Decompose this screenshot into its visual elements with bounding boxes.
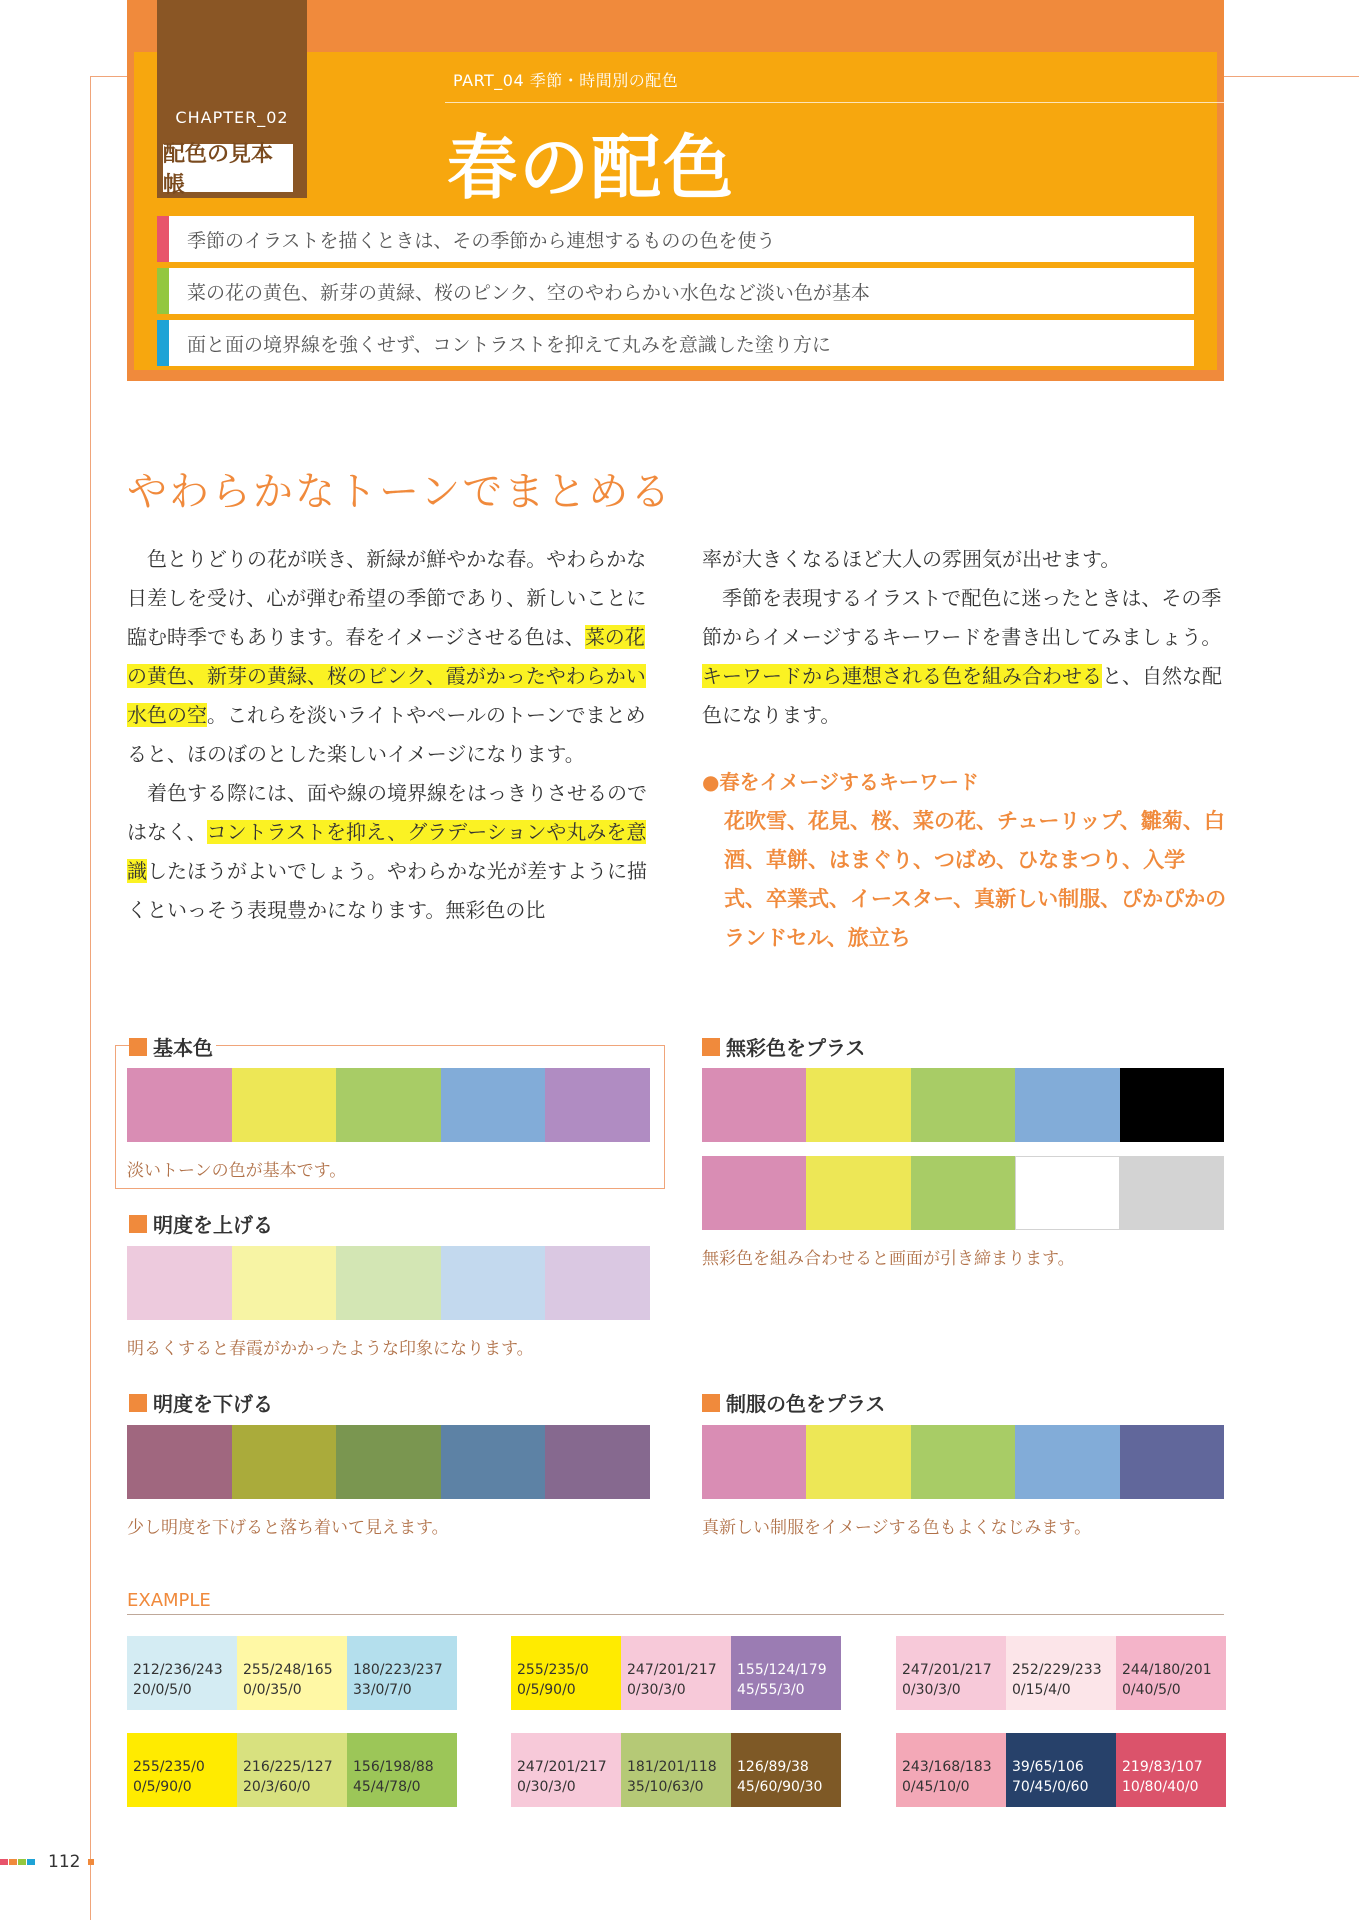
example-swatch [237, 1733, 347, 1807]
square-icon [129, 1038, 147, 1056]
example-divider [127, 1614, 1224, 1615]
example-row [127, 1636, 457, 1710]
color-swatch [545, 1425, 650, 1499]
cmyk-value: 20/3/60/0 [243, 1779, 311, 1795]
frame-line [90, 76, 128, 77]
highlight: 菜の花の黄色、新芽の黄緑、桜のピンク、霞がかったやわらかい水色の空 [127, 625, 646, 727]
square-icon [129, 1394, 147, 1412]
key-points [157, 216, 1194, 372]
highlight: キーワードから連想される色を組み合わせる [702, 664, 1102, 688]
square-icon [702, 1394, 720, 1412]
color-swatch [545, 1068, 650, 1142]
square-icon [129, 1215, 147, 1233]
palette-caption: 真新しい制服をイメージする色もよくなじみます。 [702, 1518, 1092, 1538]
cmyk-value: 20/0/5/0 [133, 1682, 192, 1698]
color-mark [18, 1859, 26, 1865]
palette-swatches [702, 1068, 1224, 1142]
example-swatch [1006, 1636, 1116, 1710]
palette-title: 制服の色をプラス [702, 1388, 885, 1417]
cmyk-value: 0/45/10/0 [902, 1779, 970, 1795]
body-paragraph: 色とりどりの花が咲き、新緑が鮮やかな春。やわらかな日差しを受け、心が弾む希望の季節であり、新しいことに臨む時季でもあります。春をイメージさせる色は、菜の花の黄色、新芽の黄緑、桜のピンク、霞がかったやわらかい水色の空。これらを淡いライトやペールのトーンでまとめると、ほのぼのとした楽しいイメージになります。 [127, 547, 647, 766]
cmyk-value: 45/4/78/0 [353, 1779, 421, 1795]
palette-swatches [702, 1156, 1224, 1230]
rgb-value: 247/201/217 [902, 1662, 992, 1678]
color-swatch [1120, 1156, 1224, 1230]
cmyk-value: 33/0/7/0 [353, 1682, 412, 1698]
palette-swatches [127, 1068, 650, 1142]
rgb-value: 252/229/233 [1012, 1662, 1102, 1678]
example-swatch [896, 1636, 1006, 1710]
page-title: 春の配色 [447, 127, 735, 209]
color-swatch [1015, 1068, 1119, 1142]
cmyk-value: 0/30/3/0 [902, 1682, 961, 1698]
cmyk-value: 0/5/90/0 [133, 1779, 192, 1795]
key-point-text: 面と面の境界線を強くせず、コントラストを抑えて丸みを意識した塗り方に [187, 333, 831, 356]
color-swatch [702, 1068, 806, 1142]
rgb-value: 255/235/0 [517, 1662, 589, 1678]
color-swatch [441, 1425, 546, 1499]
color-swatch [441, 1246, 546, 1320]
point-color-bar [157, 320, 169, 366]
color-swatch [911, 1068, 1015, 1142]
color-swatch [232, 1246, 337, 1320]
key-point [157, 216, 1194, 262]
example-row [511, 1733, 841, 1807]
keyword-list: 花吹雪、花見、桜、菜の花、チューリップ、雛菊、白酒、草餅、はまぐり、つばめ、ひなまつり、入学式、卒業式、イースター、真新しい制服、ぴかぴかのランドセル、旅立ち [724, 809, 1227, 950]
body-column-right [702, 540, 1227, 958]
color-swatch [232, 1068, 337, 1142]
example-swatch [347, 1733, 457, 1807]
cmyk-value: 0/15/4/0 [1012, 1682, 1071, 1698]
body-paragraph: 着色する際には、面や線の境界線をはっきりさせるのではなく、コントラストを抑え、グラデーションや丸みを意識したほうがよいでしょう。やわらかな光が差すように描くといっそう表現豊かになります。無彩色の比 [127, 781, 647, 922]
palette-caption: 無彩色を組み合わせると画面が引き締まります。 [702, 1249, 1075, 1269]
example-swatch [896, 1733, 1006, 1807]
rgb-value: 39/65/106 [1012, 1759, 1084, 1775]
key-point [157, 268, 1194, 314]
rgb-value: 156/198/88 [353, 1759, 434, 1775]
cmyk-value: 10/80/40/0 [1122, 1779, 1199, 1795]
palette-title: 基本色 [129, 1032, 213, 1061]
cmyk-value: 45/60/90/30 [737, 1779, 823, 1795]
example-swatch [1116, 1733, 1226, 1807]
cmyk-value: 70/45/0/60 [1012, 1779, 1089, 1795]
rgb-value: 247/201/217 [627, 1662, 717, 1678]
page-number: 112 [48, 1852, 81, 1872]
cmyk-value: 45/55/3/0 [737, 1682, 805, 1698]
rgb-value: 126/89/38 [737, 1759, 809, 1775]
color-swatch [806, 1068, 910, 1142]
color-swatch [127, 1425, 232, 1499]
example-swatch [731, 1636, 841, 1710]
frame-line [90, 76, 91, 1920]
body-paragraph: 季節を表現するイラストで配色に迷ったときは、その季節からイメージするキーワードを書き出してみましょう。キーワードから連想される色を組み合わせると、自然な配色になります。 [702, 586, 1222, 727]
example-swatch [237, 1636, 347, 1710]
cmyk-value: 0/5/90/0 [517, 1682, 576, 1698]
color-swatch [127, 1246, 232, 1320]
color-swatch [1120, 1425, 1224, 1499]
example-swatch [127, 1733, 237, 1807]
cmyk-value: 0/30/3/0 [627, 1682, 686, 1698]
rgb-value: 212/236/243 [133, 1662, 223, 1678]
color-swatch [1015, 1156, 1119, 1230]
example-group [511, 1636, 841, 1830]
example-group [127, 1636, 457, 1830]
rgb-value: 243/168/183 [902, 1759, 992, 1775]
cmyk-value: 0/30/3/0 [517, 1779, 576, 1795]
rgb-value: 255/235/0 [133, 1759, 205, 1775]
page-dot [88, 1859, 94, 1865]
palette-swatches [127, 1425, 650, 1499]
example-title: EXAMPLE [127, 1590, 211, 1611]
color-swatch [232, 1425, 337, 1499]
square-icon [702, 1038, 720, 1056]
example-row [896, 1636, 1226, 1710]
color-mark [0, 1859, 8, 1865]
section-title: やわらかなトーンでまとめる [127, 469, 673, 515]
example-swatch [621, 1636, 731, 1710]
example-row [511, 1636, 841, 1710]
cmyk-value: 35/10/63/0 [627, 1779, 704, 1795]
key-point-text: 季節のイラストを描くときは、その季節から連想するものの色を使う [187, 229, 776, 252]
rgb-value: 247/201/217 [517, 1759, 607, 1775]
example-swatch [731, 1733, 841, 1807]
color-swatch [545, 1246, 650, 1320]
example-group [896, 1636, 1226, 1830]
color-swatch [336, 1246, 441, 1320]
color-swatch [1015, 1425, 1119, 1499]
color-swatch [336, 1068, 441, 1142]
palette-title: 明度を上げる [129, 1209, 273, 1238]
rgb-value: 180/223/237 [353, 1662, 443, 1678]
palette-caption: 明るくすると春霞がかかったような印象になります。 [127, 1339, 534, 1359]
palette-title: 無彩色をプラス [702, 1032, 865, 1061]
keyword-heading: ●春をイメージするキーワード [702, 770, 979, 794]
palette-caption: 淡いトーンの色が基本です。 [127, 1161, 347, 1181]
color-swatch [806, 1156, 910, 1230]
palette-caption: 少し明度を下げると落ち着いて見えます。 [127, 1518, 449, 1538]
part-divider [445, 102, 1321, 103]
color-swatch [127, 1068, 232, 1142]
color-swatch [336, 1425, 441, 1499]
example-row [896, 1733, 1226, 1807]
example-swatch [1006, 1733, 1116, 1807]
key-point [157, 320, 1194, 366]
body-paragraph: 率が大きくなるほど大人の雰囲気が出せます。 [702, 547, 1121, 571]
color-swatch [441, 1068, 546, 1142]
body-column-left [127, 540, 652, 930]
rgb-value: 181/201/118 [627, 1759, 717, 1775]
rgb-value: 155/124/179 [737, 1662, 827, 1678]
page-marks [0, 1859, 36, 1865]
example-swatch [1116, 1636, 1226, 1710]
color-mark [27, 1859, 35, 1865]
example-swatch [511, 1733, 621, 1807]
example-swatch [511, 1636, 621, 1710]
rgb-value: 244/180/201 [1122, 1662, 1212, 1678]
rgb-value: 255/248/165 [243, 1662, 333, 1678]
highlight: コントラストを抑え、グラデーションや丸みを意識 [127, 820, 647, 883]
point-color-bar [157, 216, 169, 262]
example-swatch [127, 1636, 237, 1710]
chapter-subtitle: 配色の見本帳 [163, 144, 293, 192]
rgb-value: 216/225/127 [243, 1759, 333, 1775]
example-swatch [621, 1733, 731, 1807]
cmyk-value: 0/40/5/0 [1122, 1682, 1181, 1698]
color-mark [9, 1859, 17, 1865]
palette-swatches [127, 1246, 650, 1320]
color-swatch [806, 1425, 910, 1499]
color-swatch [911, 1425, 1015, 1499]
key-point-text: 菜の花の黄色、新芽の黄緑、桜のピンク、空のやわらかい水色など淡い色が基本 [187, 281, 870, 304]
example-swatch [347, 1636, 457, 1710]
rgb-value: 219/83/107 [1122, 1759, 1203, 1775]
cmyk-value: 0/0/35/0 [243, 1682, 302, 1698]
chapter-label: CHAPTER_02 [175, 108, 289, 127]
point-color-bar [157, 268, 169, 314]
part-label: PART_04 季節・時間別の配色 [453, 71, 679, 90]
color-swatch [911, 1156, 1015, 1230]
palette-title: 明度を下げる [129, 1388, 273, 1417]
example-row [127, 1733, 457, 1807]
frame-line [1224, 76, 1359, 77]
color-swatch [1120, 1068, 1224, 1142]
color-swatch [702, 1156, 806, 1230]
palette-swatches [702, 1425, 1224, 1499]
color-swatch [702, 1425, 806, 1499]
